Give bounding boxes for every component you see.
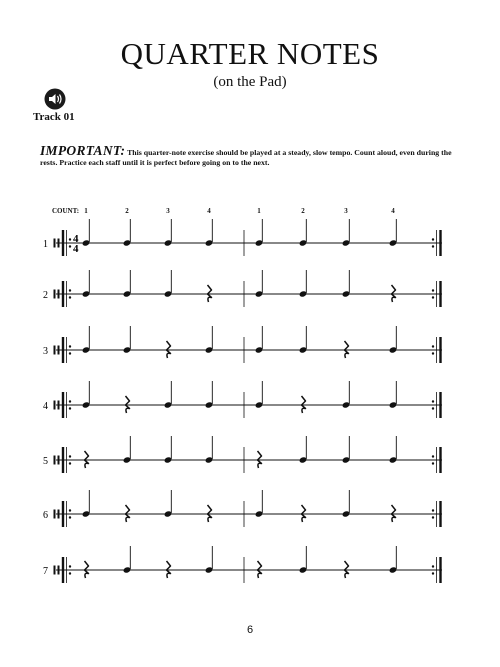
- percussion-clef: [58, 456, 60, 465]
- quarter-note: [82, 490, 91, 518]
- quarter-note: [123, 546, 132, 574]
- quarter-note: [164, 270, 173, 298]
- quarter-note: [342, 381, 351, 409]
- quarter-note: [123, 270, 132, 298]
- time-signature-bottom: 4: [73, 243, 79, 255]
- quarter-rest: [345, 341, 349, 358]
- count-number: 4: [391, 207, 395, 215]
- quarter-note: [82, 381, 91, 409]
- quarter-note: [299, 546, 308, 574]
- count-number: 1: [84, 207, 88, 215]
- exercise-number: 1: [43, 239, 48, 250]
- quarter-note: [299, 436, 308, 464]
- quarter-note: [342, 436, 351, 464]
- percussion-clef: [54, 346, 56, 355]
- quarter-rest: [167, 561, 171, 578]
- quarter-note: [164, 436, 173, 464]
- repeat-dot: [69, 352, 71, 354]
- quarter-note: [123, 436, 132, 464]
- percussion-clef: [58, 290, 60, 299]
- repeat-dot: [69, 572, 71, 574]
- repeat-dot: [432, 296, 434, 298]
- page-subtitle: (on the Pad): [213, 74, 287, 90]
- count-number: 3: [166, 207, 170, 215]
- quarter-rest: [258, 451, 262, 468]
- percussion-clef: [54, 401, 56, 410]
- repeat-dot: [432, 565, 434, 567]
- repeat-dot: [69, 345, 71, 347]
- percussion-clef: [54, 239, 56, 248]
- quarter-note: [389, 381, 398, 409]
- exercise-number: 6: [43, 510, 48, 521]
- count-number: 3: [344, 207, 348, 215]
- count-number: 4: [207, 207, 211, 215]
- repeat-dot: [432, 462, 434, 464]
- percussion-clef: [58, 239, 60, 248]
- quarter-rest: [208, 505, 212, 522]
- percussion-clef: [54, 510, 56, 519]
- quarter-note: [205, 546, 214, 574]
- count-number: 1: [257, 207, 261, 215]
- quarter-rest: [126, 505, 130, 522]
- page-title: QUARTER NOTES: [120, 36, 380, 71]
- quarter-rest: [345, 561, 349, 578]
- quarter-rest: [302, 505, 306, 522]
- track-label: Track 01: [33, 111, 75, 123]
- important-text: This quarter-note exercise should be played at a steady, slow tempo. Count aloud, even during the rests. Practice each staff until it is perfect before going on to the next.: [40, 148, 452, 167]
- quarter-rest: [302, 396, 306, 413]
- quarter-note: [82, 270, 91, 298]
- repeat-dot: [432, 345, 434, 347]
- quarter-note: [164, 381, 173, 409]
- quarter-note: [205, 219, 214, 247]
- quarter-note: [342, 270, 351, 298]
- count-label: COUNT:: [52, 207, 80, 215]
- quarter-note: [389, 436, 398, 464]
- quarter-note: [299, 219, 308, 247]
- quarter-note: [342, 219, 351, 247]
- quarter-note: [164, 219, 173, 247]
- quarter-rest: [126, 396, 130, 413]
- quarter-note: [389, 326, 398, 354]
- quarter-note: [123, 326, 132, 354]
- exercise-number: 5: [43, 456, 48, 467]
- repeat-dot: [432, 352, 434, 354]
- exercise-number: 3: [43, 346, 48, 357]
- quarter-note: [255, 381, 264, 409]
- percussion-clef: [54, 456, 56, 465]
- exercise-number: 2: [43, 290, 48, 301]
- quarter-note: [342, 490, 351, 518]
- percussion-clef: [58, 566, 60, 575]
- repeat-dot: [69, 407, 71, 409]
- time-signature-top: 4: [73, 233, 79, 245]
- quarter-note: [299, 270, 308, 298]
- quarter-note: [255, 270, 264, 298]
- repeat-dot: [432, 516, 434, 518]
- quarter-note: [255, 326, 264, 354]
- quarter-rest: [258, 561, 262, 578]
- quarter-note: [255, 490, 264, 518]
- repeat-dot: [432, 572, 434, 574]
- quarter-note: [299, 326, 308, 354]
- repeat-dot: [432, 238, 434, 240]
- quarter-note: [255, 219, 264, 247]
- repeat-dot: [69, 289, 71, 291]
- quarter-rest: [208, 285, 212, 302]
- important-heading: IMPORTANT:: [40, 143, 126, 158]
- quarter-note: [205, 381, 214, 409]
- percussion-clef: [54, 290, 56, 299]
- exercise-number: 4: [43, 401, 48, 412]
- repeat-dot: [69, 238, 71, 240]
- repeat-dot: [432, 400, 434, 402]
- repeat-dot: [69, 455, 71, 457]
- quarter-rest: [85, 561, 89, 578]
- repeat-dot: [69, 565, 71, 567]
- percussion-clef: [58, 401, 60, 410]
- repeat-dot: [432, 289, 434, 291]
- repeat-dot: [69, 462, 71, 464]
- quarter-rest: [167, 341, 171, 358]
- repeat-dot: [432, 455, 434, 457]
- repeat-dot: [69, 509, 71, 511]
- percussion-clef: [58, 346, 60, 355]
- quarter-note: [389, 219, 398, 247]
- count-number: 2: [301, 207, 305, 215]
- repeat-dot: [432, 407, 434, 409]
- quarter-note: [82, 326, 91, 354]
- exercise-number: 7: [43, 566, 48, 577]
- repeat-dot: [69, 516, 71, 518]
- repeat-dot: [432, 509, 434, 511]
- quarter-note: [205, 436, 214, 464]
- quarter-note: [123, 219, 132, 247]
- quarter-rest: [85, 451, 89, 468]
- page-number: 6: [246, 624, 254, 636]
- percussion-clef: [54, 566, 56, 575]
- repeat-dot: [69, 245, 71, 247]
- quarter-note: [164, 490, 173, 518]
- quarter-note: [205, 326, 214, 354]
- count-number: 2: [125, 207, 129, 215]
- quarter-note: [82, 219, 91, 247]
- quarter-rest: [392, 285, 396, 302]
- repeat-dot: [69, 296, 71, 298]
- repeat-dot: [432, 245, 434, 247]
- repeat-dot: [69, 400, 71, 402]
- percussion-clef: [58, 510, 60, 519]
- quarter-note: [389, 546, 398, 574]
- quarter-rest: [392, 505, 396, 522]
